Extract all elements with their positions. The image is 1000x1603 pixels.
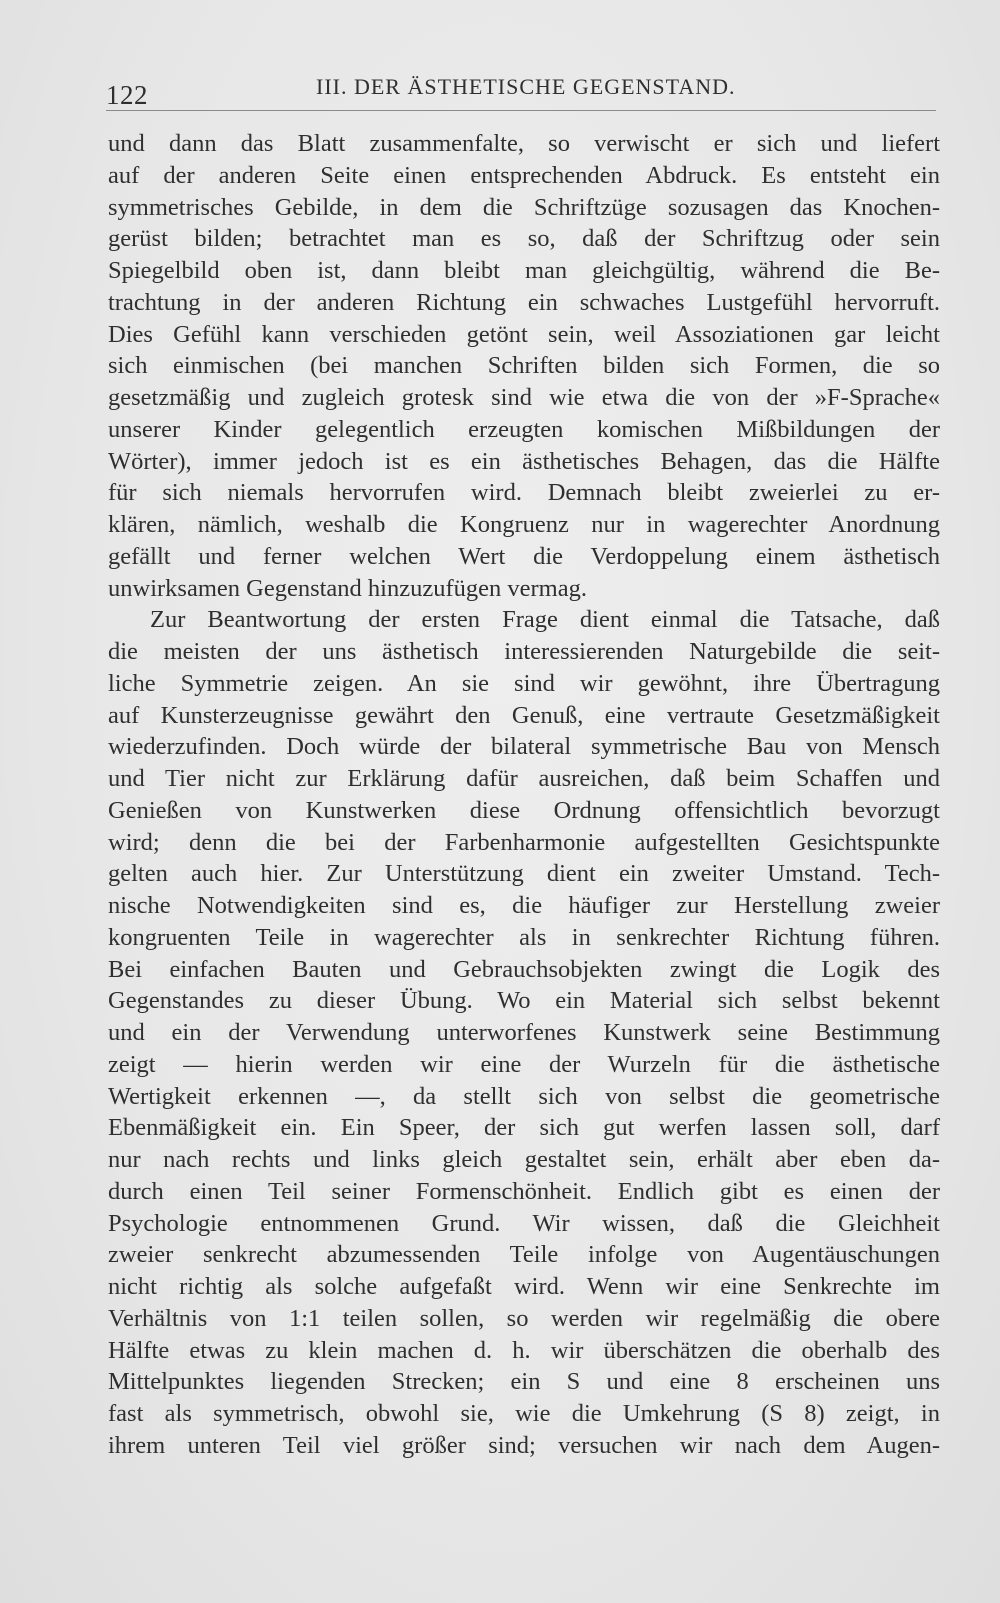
text-line: Wörter), immer jedoch ist es ein ästhetisches Behagen, das die Hälfte — [108, 447, 940, 475]
text-line: sich einmischen (bei manchen Schriften bilden sich Formen, die so — [108, 352, 940, 380]
page-number: 122 — [106, 80, 148, 110]
running-header — [106, 74, 936, 111]
text-line: Genießen von Kunstwerken diese Ordnung offensichtlich bevorzugt — [108, 796, 940, 824]
text-line: durch einen Teil seiner Formenschönheit. Endlich gibt es einen der — [108, 1177, 940, 1205]
text-line: Mittelpunktes liegenden Strecken; ein S und eine 8 erscheinen uns — [108, 1368, 940, 1396]
text-line: Gegenstandes zu dieser Übung. Wo ein Material sich selbst bekennt — [108, 987, 940, 1015]
text-line: zeigt — hierin werden wir eine der Wurzeln für die ästhetische — [108, 1050, 940, 1078]
text-line: Bei einfachen Bauten und Gebrauchsobjekten zwingt die Logik des — [108, 955, 940, 983]
text-line: und Tier nicht zur Erklärung dafür ausreichen, daß beim Schaffen und — [108, 765, 940, 792]
text-line: unserer Kinder gelegentlich erzeugten komischen Mißbildungen der — [108, 415, 940, 443]
text-line: Verhältnis von 1:1 teilen sollen, so werden wir regelmäßig die obere — [108, 1304, 940, 1332]
text-line: Spiegelbild oben ist, dann bleibt man gleichgültig, während die Be- — [108, 257, 940, 284]
text-line: nische Notwendigkeiten sind es, die häufiger zur Herstellung zweier — [108, 892, 940, 919]
text-line: gelten auch hier. Zur Unterstützung dient ein zweiter Umstand. Tech- — [108, 860, 940, 888]
text-line: auf Kunsterzeugnisse gewährt den Genuß, eine vertraute Gesetzmäßigkeit — [108, 701, 940, 729]
paragraph-last-line: unwirksamen Gegenstand hinzuzufügen vermag. — [108, 574, 587, 602]
text-line: ihrem unteren Teil viel größer sind; versuchen wir nach dem Augen- — [108, 1431, 940, 1459]
text-line: die meisten der uns ästhetisch interessierenden Naturgebilde die seit- — [108, 638, 940, 665]
text-line: wird; denn die bei der Farbenharmonie aufgestellten Gesichtspunkte — [108, 828, 940, 856]
text-line: liche Symmetrie zeigen. An sie sind wir gewöhnt, ihre Übertragung — [108, 669, 940, 697]
text-line: Ebenmäßigkeit ein. Ein Speer, der sich gut werfen lassen soll, darf — [108, 1114, 940, 1142]
text-line: Psychologie entnommenen Grund. Wir wissen, daß die Gleichheit — [108, 1209, 940, 1237]
text-line: gefällt und ferner welchen Wert die Verdoppelung einem ästhetisch — [108, 542, 940, 570]
text-line: Dies Gefühl kann verschieden getönt sein, weil Assoziationen gar leicht — [108, 320, 940, 348]
text-line: und dann das Blatt zusammenfalte, so verwischt er sich und liefert — [108, 130, 940, 157]
text-line: fast als symmetrisch, obwohl sie, wie die Umkehrung (S 8) zeigt, in — [108, 1400, 940, 1427]
text-line: zweier senkrecht abzumessenden Teile infolge von Augentäuschungen — [108, 1241, 940, 1269]
text-line: Wertigkeit erkennen —, da stellt sich von selbst die geometrische — [108, 1082, 940, 1110]
text-line: nicht richtig als solche aufgefaßt wird. Wenn wir eine Senkrechte im — [108, 1273, 940, 1300]
text-line: und ein der Verwendung unterworfenes Kunstwerk seine Bestimmung — [108, 1019, 940, 1046]
paragraph-first-line: Zur Beantwortung der ersten Frage dient einmal die Tatsache, daß — [150, 606, 940, 634]
body-text — [108, 128, 940, 1462]
text-line: auf der anderen Seite einen entsprechenden Abdruck. Es entsteht ein — [108, 161, 940, 189]
text-line: Hälfte etwas zu klein machen d. h. wir überschätzen die oberhalb des — [108, 1336, 940, 1364]
text-line: gerüst bilden; betrachtet man es so, daß der Schriftzug oder sein — [108, 225, 940, 253]
chapter-title: III. DER ÄSTHETISCHE GEGENSTAND. — [316, 74, 736, 99]
text-line: nur nach rechts und links gleich gestaltet sein, erhält aber eben da- — [108, 1146, 940, 1173]
text-line: trachtung in der anderen Richtung ein schwaches Lustgefühl hervorruft. — [108, 288, 940, 316]
text-line: symmetrisches Gebilde, in dem die Schriftzüge sozusagen das Knochen- — [108, 193, 940, 221]
text-line: wiederzufinden. Doch würde der bilateral symmetrische Bau von Mensch — [108, 733, 940, 761]
text-line: kongruenten Teile in wagerechter als in senkrechter Richtung führen. — [108, 923, 940, 951]
text-line: klären, nämlich, weshalb die Kongruenz nur in wagerechter Anordnung — [108, 511, 940, 538]
text-line: gesetzmäßig und zugleich grotesk sind wie etwa die von der »F-Sprache« — [108, 384, 940, 411]
text-line: für sich niemals hervorrufen wird. Demnach bleibt zweierlei zu er- — [108, 479, 940, 507]
